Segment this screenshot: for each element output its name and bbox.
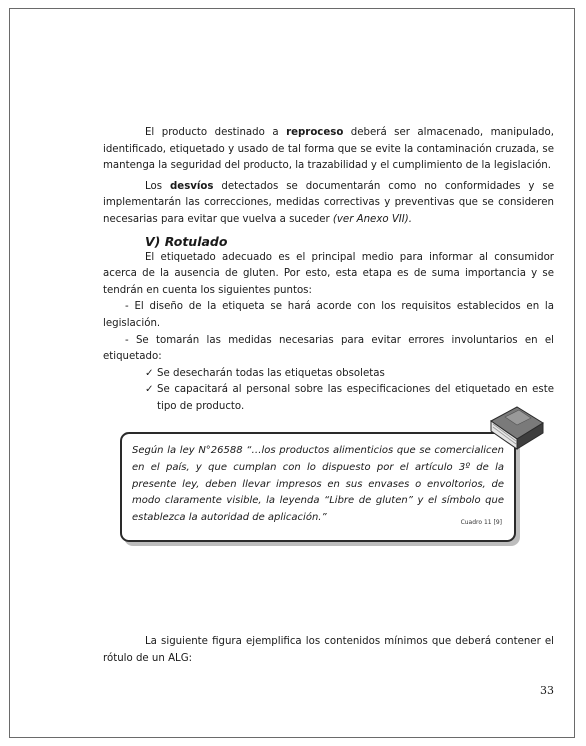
bold-term: reproceso [286,127,344,138]
text-run: detectados se documentarán como no conformidades y se implementarán las correcciones, medidas correctivas y preventivas que se consideren necesarias para evitar que vuelva a suceder [103,180,554,225]
check-item-text: Se desecharán todas las etiquetas obsoletas [157,367,385,379]
section-heading: V) Rotulado [145,233,228,249]
check-mark-icon: ✓ [145,384,154,396]
check-item [103,366,554,383]
body-text [103,125,554,416]
text-run: Los [145,180,170,192]
closing-paragraph: La siguiente figura ejemplifica los contenidos mínimos que deberá contener el rótulo de un ALG: [103,636,554,664]
paragraph-reproceso [103,125,554,175]
closing-text [103,634,554,667]
check-item-text: Se capacitará al personal sobre las especificaciones del etiquetado en este tipo de producto. [157,384,554,412]
quote-text: Según la ley N°26588 “…los productos alimenticios que se comercialicen en el país, y que cumplan con lo dispuesto por el artículo 3º de la presente ley, deben llevar impresos en sus envases o envoltorios, de modo claramente visible, la leyenda “Libre de gluten” y el símbolo que establezca la autoridad de aplicación.” [132,445,504,524]
quote-box [120,432,516,542]
check-mark-icon: ✓ [145,367,154,379]
text-run: El producto destinado a [145,127,287,138]
text-run: deberá ser almacenado, manipulado, identificado, etiquetado y usado de tal forma que se evite la contaminación cruzada, se mantenga la seguridad del producto, la trazabilidad y el cumplimiento de la legislación. [103,127,554,172]
section-intro: El etiquetado adecuado es el principal medio para informar al consumidor acerca de la ausencia de gluten. Por esto, esta etapa es de suma importancia y se tendrán en cuenta los siguientes puntos: [103,251,554,296]
paragraph-desvios [103,179,554,229]
quote-caption: Cuadro 11 [9] [460,519,502,526]
bullet-item: - El diseño de la etiqueta se hará acorde con los requisitos establecidos en la legislación. [103,301,554,329]
annex-reference: (ver Anexo VII). [332,213,413,225]
page-number: 33 [540,684,554,697]
book-icon [487,405,545,453]
bullet-item: - Se tomarán las medidas necesarias para evitar errores involuntarios en el etiquetado: [103,334,554,363]
bold-term: desvíos [170,180,214,192]
